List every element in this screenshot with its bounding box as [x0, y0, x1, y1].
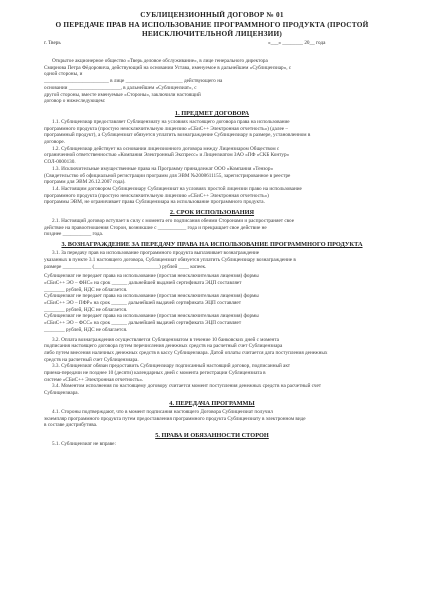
document-title-line2: О ПЕРЕДАЧЕ ПРАВ НА ИСПОЛЬЗОВАНИЕ ПРОГРАММНОГО ПРОДУКТА (ПРОСТОЙ	[55, 20, 369, 29]
intro-line: основании ____________________, в дальнейшем «Сублицензиат», с	[44, 84, 197, 91]
section-heading: 5. ПРАВА И ОБЯЗАННОСТИ СТОРОН	[155, 431, 269, 439]
section-line: ________ рублей, НДС не облагается.	[44, 306, 128, 313]
section-heading: 2. СРОК ИСПОЛЬЗОВАНИЯ	[169, 209, 255, 216]
intro-line: Смирнова Петра Фёдоровича, действующий на основании Устава, именуемое в дальнейшем «Сублицензиар», с	[44, 64, 292, 71]
section-line: программ для ЭВМ 26.12.2007 года).	[44, 179, 126, 186]
section-line: 1.4. Настоящим договором Сублицензиару Сублицензиат на условиях простой лицензии право на использование	[52, 185, 302, 192]
section-line: ________ рублей, НДС не облагается.	[44, 286, 128, 293]
section-line: в составе дистрибутива.	[44, 422, 98, 429]
section-heading: 4. ПЕРЕДАЧА ПРОГРАММЫ	[169, 399, 255, 407]
intro-line: одной стороны, и	[44, 71, 83, 78]
section-line: 3.2. Оплата вознаграждения осуществляется Сублицензиатом в течение 10 банковских дней с момента	[52, 336, 279, 343]
section-line: размере ___________ (_________________________) рублей ____ копеек.	[44, 263, 207, 270]
section-line: программного продукта (простую неисключительную лицензию «СБиС++ Электронная отчетность») (далее –	[44, 125, 288, 132]
document-city: г. Тверь	[44, 40, 61, 46]
section-line: «СБиС++ ЭО – ПФР» на срок ______ дальнейшей выдачей сертификата ЭЦП составляет	[44, 300, 241, 306]
section-line: 2.1. Настоящий договор вступает в силу с момента его подписания обеими Сторонами и распространяет свое	[52, 218, 295, 224]
document-title-line1: СУБЛИЦЕНЗИОННЫЙ ДОГОВОР № 01	[140, 10, 284, 19]
document-date: «___» ________ 20__ года	[268, 40, 326, 46]
section-line: 1.2. Сублицензиар действует на основании лицензионного договора между Лицензиаром Обществом с	[52, 145, 280, 152]
intro-line: Открытое акционерное общество «Тверь деловое обслуживание», в лице генерального директора	[52, 58, 268, 64]
section-line: подписания настоящего договора путем перечисления денежных средств на расчетный счет Сублицензиара	[44, 343, 283, 350]
section-line: СОЛ-0000130.	[44, 159, 76, 166]
section-line: программы ЭВМ, не ограничивает права Сублицензиара на использование программного продукта.	[44, 199, 265, 206]
section-line: 1.1. Сублицензиар предоставляет Сублицензиату на условиях настоящего договора права на использование	[52, 118, 290, 125]
section-line: средств на расчетный счет Сублицензиара.	[44, 356, 139, 363]
section-line: экземпляр программного продукта путем предоставления программного продукта Сублицензиату в электронном виде	[44, 415, 306, 422]
section-line: ________ рублей, НДС не облагается.	[44, 326, 128, 333]
section-line: Сублицензиат не передает права на использование (простая неисключительная лицензия) формы	[44, 313, 259, 320]
section-heading: 1. ПРЕДМЕТ ДОГОВОРА	[174, 109, 250, 117]
section-line: «СБиС++ ЭО – ФНС» на срок ______ дальнейшей выдачей сертификата ЭЦП составляет	[44, 279, 242, 286]
section-line: 3.3. Сублицензиат обязан предоставить Сублицензиару подписанный настоящий договор, подписанный акт	[52, 363, 291, 370]
section-line: 3.1. За передачу прав на использование программного продукта выплачивает вознаграждение	[52, 250, 260, 257]
section-line: Сублицензиат не передает права на использование (простая неисключительная лицензия) формы	[44, 273, 259, 280]
section-line: либо путем внесения наличных денежных средств в кассу Сублицензиара. Датой оплаты считается дата поступления денежных	[44, 349, 328, 356]
section-line: указанных в пункте 3.1 настоящего договора, Сублицензиат обязуется уплатить Сублицензиару вознаграждение в	[44, 256, 296, 263]
section-line: 4.1. Стороны подтверждают, что в момент подписания настоящего Договора Сублицензиат получил	[52, 408, 273, 415]
section-heading: 3. ВОЗНАГРАЖДЕНИЕ ЗА ПЕРЕДАЧУ ПРАВА НА ИСПОЛЬЗОВАНИЕ ПРОГРАММНОГО ПРОДУКТА	[61, 241, 363, 249]
section-line: программный продукт), а Сублицензиат обязуется уплатить вознаграждение Сублицензиару в размере, установленном в	[44, 132, 311, 139]
section-line: позднее ___________ года.	[44, 231, 104, 238]
section-line: договоре.	[44, 139, 66, 145]
section-line: Сублицензиара.	[44, 390, 79, 397]
section-line: приема-передачи не позднее 10 (десяти) календарных дней с момента регистрации Сублицензиата в	[44, 370, 266, 376]
section-line: 1.3. Исключительные имущественные права на Программу принадлежат ООО «Компания «Тензор»	[52, 165, 274, 172]
section-line: программного продукта (простую неисключительную лицензию «СБиС++ Электронная отчетность»)	[44, 192, 269, 199]
intro-line: договор о нижеследующем:	[44, 98, 106, 105]
section-line: действие на правоотношения Сторон, возникшие с ___________ года и прекращает свое действие не	[44, 224, 267, 231]
document-title-line3: НЕИСКЛЮЧИТЕЛЬНОЙ ЛИЦЕНЗИИ)	[141, 29, 283, 38]
section-line: системе «СБиС++ Электронная отчетность».	[44, 376, 144, 383]
section-line: 3.4. Моментом исполнения по настоящему договору считается момент поступления денежных средств на расчетный счет	[52, 383, 322, 390]
section-line: 5.1. Сублицензиат не вправе:	[52, 440, 116, 447]
intro-line: другой стороны, вместе именуемые «Стороны», заключили настоящий	[44, 91, 201, 98]
section-line: «СБиС++ ЭО – ФСС» на срок ______ дальнейшей выдачей сертификата ЭЦП составляет	[44, 320, 242, 327]
section-line: (Свидетельство об официальной регистрации программ для ЭВМ №2008611155, зарегистрированное в реестре	[44, 172, 291, 179]
section-line: ограниченной ответственностью «Компания Электронный Экспресс» и Лицензиатом ЗАО «ПФ «СКБ Контур»	[44, 152, 290, 159]
intro-line: _________________________ в лице ______________________ действующего на	[44, 78, 223, 85]
section-line: Сублицензиат не передает права на использование (простая неисключительная лицензия) формы	[44, 293, 259, 300]
